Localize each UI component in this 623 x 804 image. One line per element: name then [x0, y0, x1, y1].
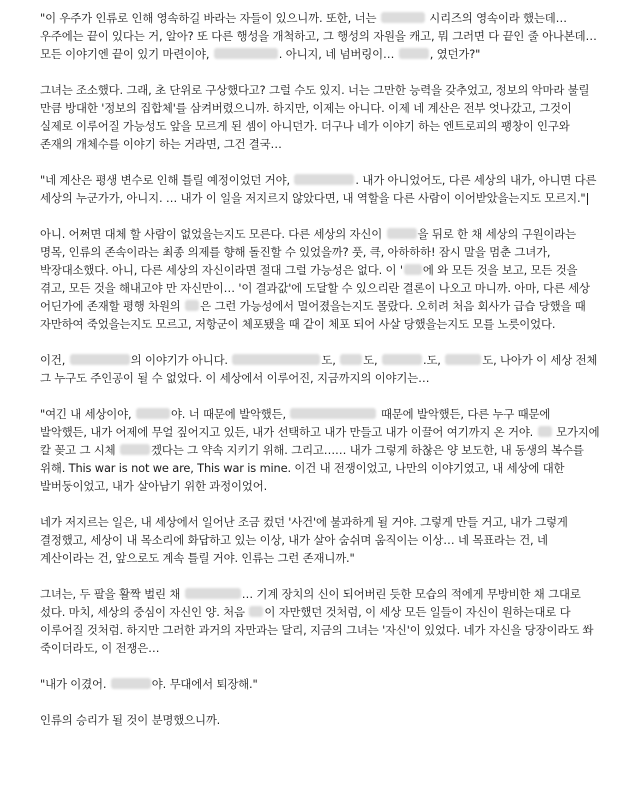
redacted-name [399, 48, 429, 59]
text-segment: "여긴 내 세상이야, [40, 407, 135, 421]
redacted-name [111, 678, 151, 689]
text-segment: … 기계 장치의 신이 되어버린 듯한 모습의 적에게 무방비한 채 그대로 섰다. 마치, 세상의 중심이 자신인 양. 처음 [40, 587, 581, 619]
redacted-name [387, 228, 417, 239]
redacted-name [382, 354, 422, 365]
redacted-name [294, 174, 354, 185]
text-segment: 아니. 어쩌면 대체 할 사람이 없었을는지도 모른다. 다른 세상의 자신이 [40, 227, 386, 241]
paragraph [40, 351, 600, 387]
text-segment: 네가 저지르는 일은, 내 세상에서 일어난 조금 컸던 '사건'에 불과하게 될 거야. 그렇게 만들 거고, 내가 그렇게 결정했고, 세상이 내 목소리에 화답하고 있는 이상, 내가 살아 숨쉬며 움직이는 이상… 네 목표라는 건, 네 계산이라는 건, 앞으로도 계속 틀릴 거야. 인류는 그런 존재니까." [40, 515, 568, 565]
redacted-name [120, 444, 150, 455]
text-segment: 때문에 발악했든, 다른 누구 때문에 발악했든, 내가 어제에 무얼 짚어지고 있든, 내가 선택하고 내가 만들고 내가 이끌어 여기까지 온 거야. [40, 407, 551, 439]
text-segment: 이건, [40, 353, 69, 367]
redacted-name [290, 408, 376, 419]
document-body [40, 9, 600, 747]
redacted-name [381, 12, 425, 23]
paragraph [40, 225, 600, 333]
text-segment: "내가 이겼어. [40, 677, 110, 691]
text-segment: 의 이야기가 아니다. [130, 353, 232, 367]
paragraph [40, 81, 600, 153]
redacted-name [214, 48, 278, 59]
redacted-name [70, 354, 130, 365]
text-segment: 은 그런 가능성에서 멀어졌을는지도 몰랐다. 오히려 처음 회사가 급습 당했을 때 자만하여 죽었을는지도 모르고, 저항군이 체포됐을 때 같이 체포 되어 사살 당했을는지도 모를 노릇이었다. [40, 299, 586, 331]
redacted-name [185, 300, 199, 311]
text-segment: 야. 무대에서 퇴장해." [151, 677, 258, 691]
text-segment: 을 뒤로 한 채 세상의 구원이라는 명목, 인류의 존속이라는 최종 의제를 향해 돌진할 수 있었을까? 풋, 큭, 아하하하! 잠시 말을 멈춘 그녀가, 박장대소했다. 아니, 다른 세상의 자신이라면 절대 그럴 가능성은 없다. 이 ' [40, 227, 576, 277]
text-segment: , 였던가?" [429, 47, 481, 61]
text-segment: "이 우주가 인류로 인해 영속하길 바라는 자들이 있으니까. 또한, 너는 [40, 11, 380, 25]
text-segment: 인류의 승리가 될 것이 분명했으니까. [40, 713, 221, 727]
redacted-name [249, 606, 263, 617]
redacted-name [445, 354, 481, 365]
paragraph [40, 9, 600, 63]
text-segment: 도, [363, 353, 381, 367]
paragraph [40, 585, 600, 657]
paragraph [40, 171, 600, 207]
text-cursor [587, 193, 588, 205]
text-segment: 모가지에 칼 꽂고 그 시체 [40, 425, 600, 457]
paragraph [40, 513, 600, 567]
text-segment: 그녀는 조소했다. 그래, 초 단위로 구상했다고? 그럴 수도 있지. 너는 그만한 능력을 갖추었고, 정보의 악마라 불릴 만큼 방대한 '정보의 집합체'를 삼켜버렸으니까. 하지만, 이제는 아니다. 이제 네 계산은 전부 엇나갔고, 그것이 실제로 이루어질 가능성도 앞을 모르게 된 셈이 아니던가. 더구나 네가 이야기 하는 엔트로피의 팽창이 인구와 존재의 개체수를 이야기 하는 거라면, 그건 결국… [40, 83, 590, 151]
text-segment: 이 자만했던 것처럼, 이 세상 모든 일들이 자신이 원하는대로 다 이루어질 것처럼. 하지만 그러한 과거의 자만과는 달리, 지금의 그녀는 '자신'이 있었다. 네가 자신을 당장이라도 쏴 죽이더라도, 이 전쟁은… [40, 605, 594, 655]
redacted-name [340, 354, 362, 365]
text-segment: 도, [321, 353, 340, 367]
text-segment: . 내가 아니었어도, 다른 세상의 내가, 아니면 다른 세상의 누군가가, 아니지. … 내가 이 일을 저지르지 않았다면, 내 역할을 다른 사람이 이어받았을는지도 모르지." [40, 173, 597, 205]
text-segment: 시리즈의 영속이라 했는데… 우주에는 끝이 있다는 거, 알아? 또 다른 행성을 개척하고, 그 행성의 자원을 캐고, 뭐 그러면 다 끝인 줄 아나본데… 모든 이야기엔 끝이 있기 마련이야, [40, 11, 597, 61]
redacted-name [404, 264, 422, 275]
redacted-name [136, 408, 170, 419]
text-segment: 야. 너 때문에 발악했든, [170, 407, 290, 421]
paragraph [40, 405, 600, 495]
text-segment: . 아니지, 네 넘버링이… [278, 47, 398, 61]
redacted-name [538, 426, 552, 437]
text-segment: 에 와 모든 것을 보고, 모든 것을 겪고, 모든 것을 해내고야 만 자신만이… '이 결과값'에 도달할 수 있으리란 결론이 나오고 마니까. 아마, 다른 세상 어딘가에 존재할 평행 차원의 [40, 263, 590, 313]
redacted-name [232, 354, 320, 365]
paragraph [40, 675, 600, 693]
text-segment: 도, 나아가 이 세상 전체 그 누구도 주인공이 될 수 없었다. 이 세상에서 이루어진, 지금까지의 이야기는… [40, 353, 598, 385]
redacted-name [185, 588, 241, 599]
text-segment: 겠다는 그 약속 지키기 위해. 그리고…… 내가 그렇게 하찮은 양 보도한, 내 동생의 복수를 위해. This war is not we are, This war is mine. 이건 내 전쟁이었고, 나만의 이야기였고, 내 세상에 대한 발버둥이었고, 내가 살아남기 위한 과정이었어. [40, 443, 584, 493]
text-segment: .도, [422, 353, 445, 367]
paragraph [40, 711, 600, 729]
text-segment: 그녀는, 두 팔을 활짝 벌린 채 [40, 587, 184, 601]
text-segment: "네 계산은 평생 변수로 인해 틀릴 예정이었던 거야, [40, 173, 294, 187]
